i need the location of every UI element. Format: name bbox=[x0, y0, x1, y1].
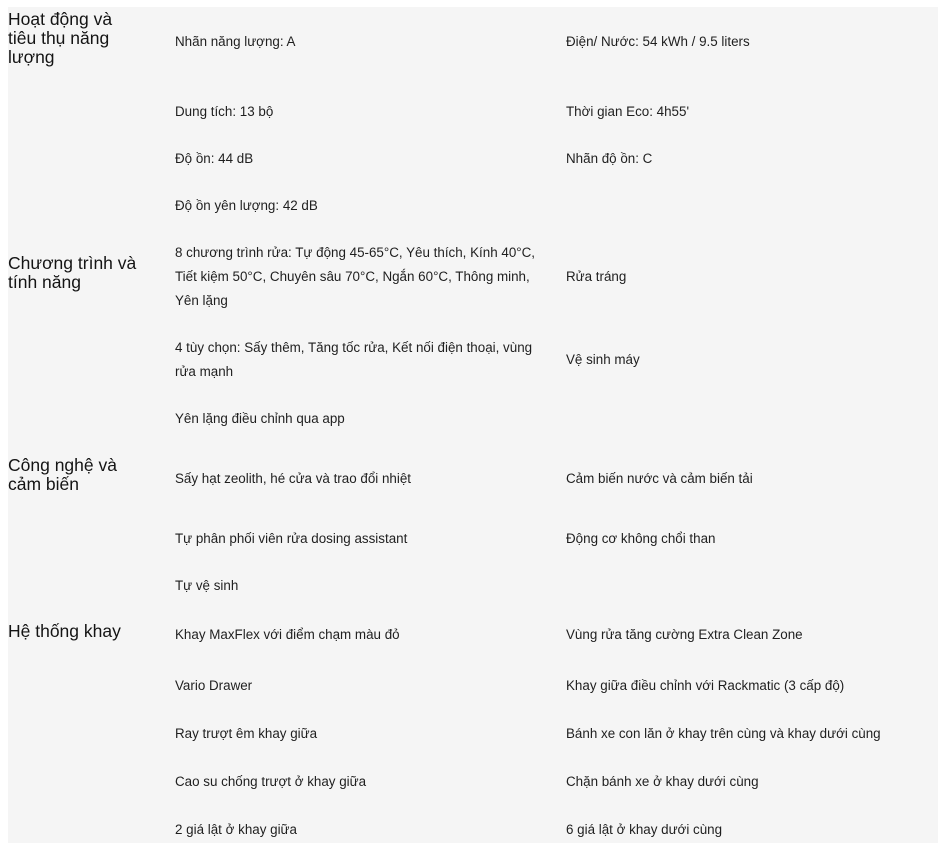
spec-item: Cảm biến nước và cảm biến tải bbox=[566, 471, 753, 486]
spec-item: Vệ sinh máy bbox=[566, 352, 640, 367]
spec-item: Dung tích: 13 bộ bbox=[175, 104, 274, 119]
spec-item: Yên lặng điều chỉnh qua app bbox=[175, 411, 345, 426]
spec-item: Vùng rửa tăng cường Extra Clean Zone bbox=[566, 627, 803, 642]
spec-item: Độ ồn: 44 dB bbox=[175, 151, 254, 166]
spec-item: Độ ồn yên lượng: 42 dB bbox=[175, 198, 318, 213]
spec-item: 4 tùy chọn: Sấy thêm, Tăng tốc rửa, Kết nối điện thoại, vùng rửa mạnh bbox=[175, 340, 533, 379]
spec-item: Chặn bánh xe ở khay dưới cùng bbox=[566, 774, 759, 789]
spec-item: Ray trượt êm khay giữa bbox=[175, 726, 318, 741]
spec-item: Sấy hạt zeolith, hé cửa và trao đổi nhiệt bbox=[175, 471, 412, 486]
section-title-racks: Hệ thống khay bbox=[8, 621, 121, 641]
section-title-performance: Hoạt động và tiêu thụ năng lượng bbox=[8, 9, 113, 67]
spec-item: Bánh xe con lăn ở khay trên cùng và khay dưới cùng bbox=[566, 726, 881, 741]
spec-item: Tự vệ sinh bbox=[175, 578, 239, 593]
spec-item: Tự phân phối viên rửa dosing assistant bbox=[175, 531, 408, 546]
spec-item: Nhãn độ ồn: C bbox=[566, 151, 653, 166]
spec-item: 2 giá lật ở khay giữa bbox=[175, 822, 297, 837]
spec-item: Vario Drawer bbox=[175, 678, 253, 693]
spec-item: 8 chương trình rửa: Tự động 45-65°C, Yêu thích, Kính 40°C, Tiết kiệm 50°C, Chuyên sâu 70°C, Ngắn 60°C, Thông minh, Yên lặng bbox=[175, 245, 536, 308]
spec-item: Khay MaxFlex với điểm chạm màu đỏ bbox=[175, 627, 400, 642]
spec-item: Cao su chống trượt ở khay giữa bbox=[175, 774, 367, 789]
spec-item: Khay giữa điều chỉnh với Rackmatic (3 cấp độ) bbox=[566, 678, 845, 693]
spec-item: Điện/ Nước: 54 kWh / 9.5 liters bbox=[566, 34, 750, 49]
spec-item: 6 giá lật ở khay dưới cùng bbox=[566, 822, 723, 837]
section-title-programs: Chương trình và tính năng bbox=[8, 253, 137, 292]
spec-item: Thời gian Eco: 4h55' bbox=[566, 104, 690, 119]
section-title-technology: Công nghệ và cảm biến bbox=[8, 455, 117, 494]
spec-item: Nhãn năng lượng: A bbox=[175, 34, 296, 49]
spec-item: Động cơ không chổi than bbox=[566, 531, 716, 546]
spec-item: Rửa tráng bbox=[566, 269, 627, 284]
